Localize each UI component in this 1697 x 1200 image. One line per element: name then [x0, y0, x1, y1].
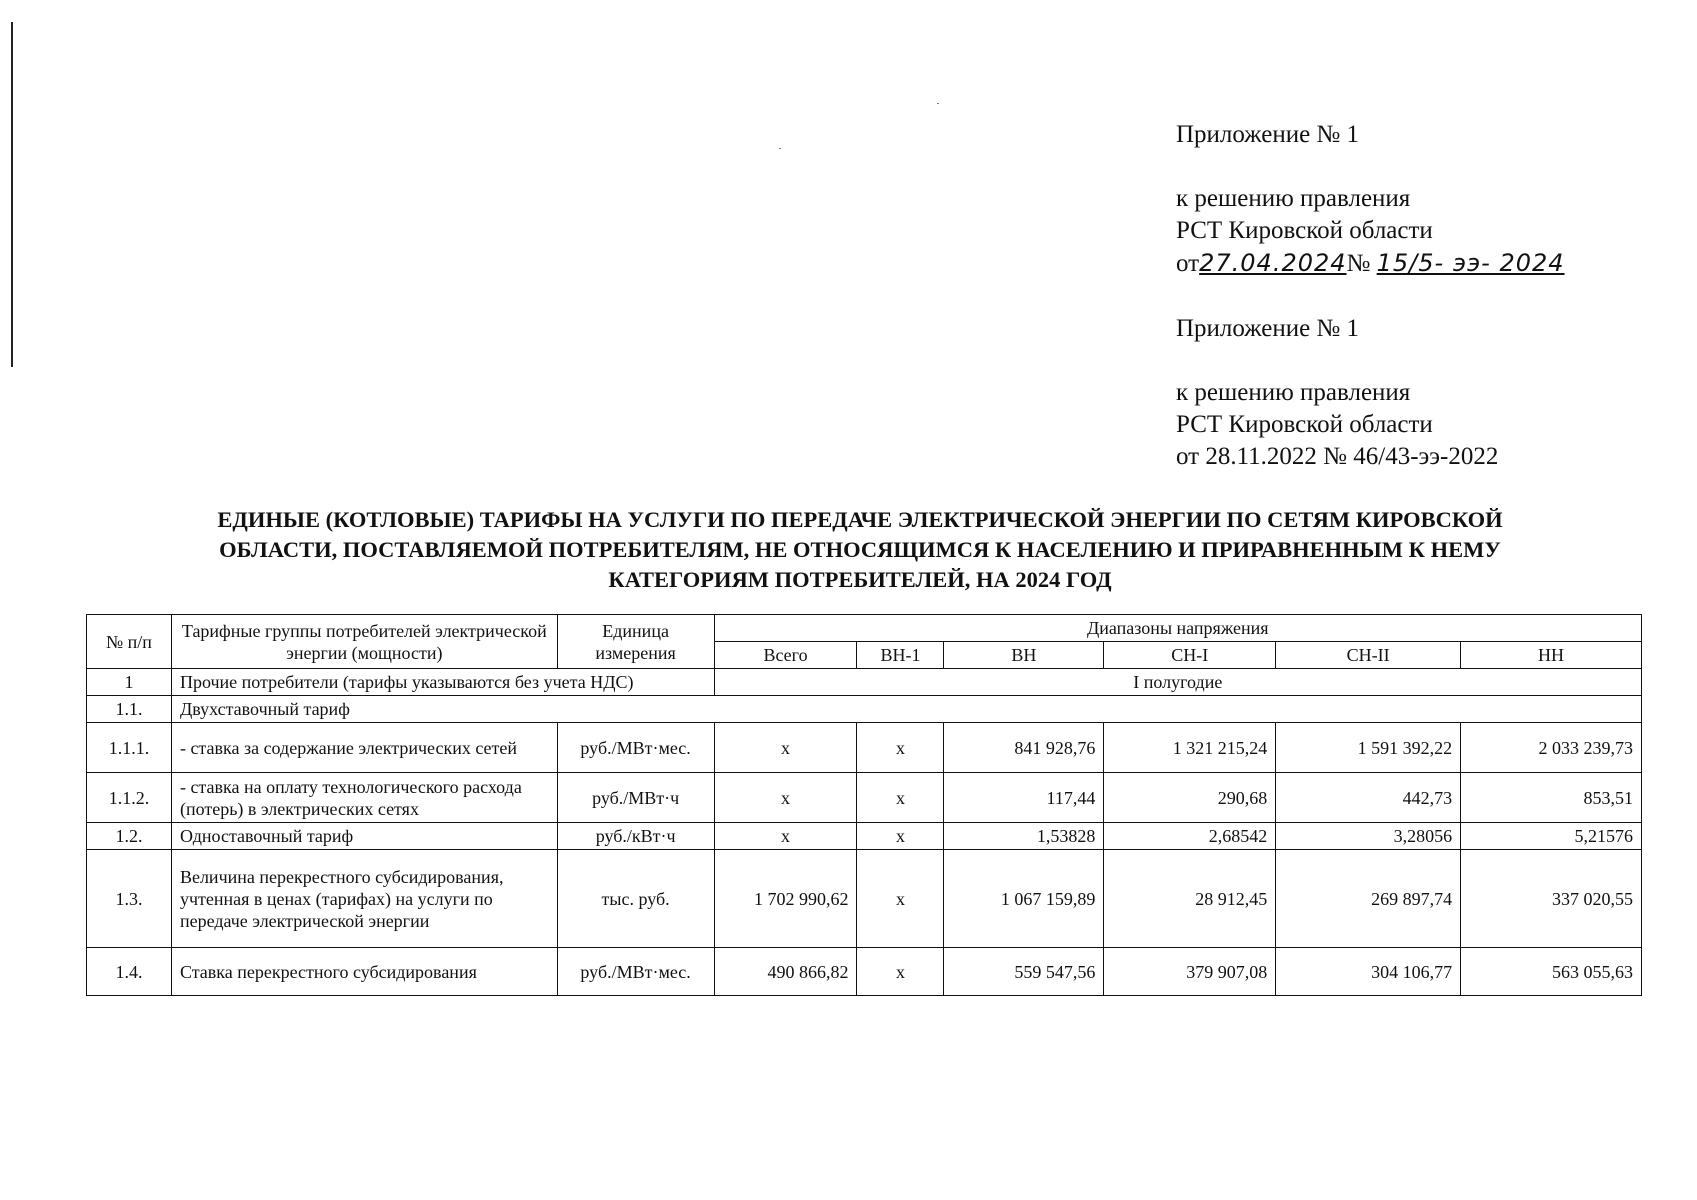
row-sn2: 304 106,77 [1276, 948, 1461, 996]
row-nn: 2 033 239,73 [1461, 723, 1642, 773]
row-total: 490 866,82 [714, 948, 857, 996]
subsection-row [87, 696, 1642, 723]
row-vn1: х [857, 773, 944, 823]
annex-current-from: от [1176, 250, 1200, 277]
row-no: 1.4. [87, 948, 172, 996]
scan-edge-line [11, 22, 13, 367]
row-label: Ставка перекрестного субсидирования [171, 948, 557, 996]
row-total: 1 702 990,62 [714, 850, 857, 948]
header-vn: ВН [944, 642, 1104, 669]
row-vn: 1 067 159,89 [944, 850, 1104, 948]
annex-current-number: 15/5- ээ- 2024 [1376, 249, 1565, 277]
header-sn2: СН-II [1276, 642, 1461, 669]
row-total: х [714, 773, 857, 823]
row-unit: руб./МВт·мес. [557, 723, 714, 773]
row-sn1: 290,68 [1104, 773, 1276, 823]
row-vn1: х [857, 948, 944, 996]
annex-original-title: Приложение № 1 [1176, 315, 1360, 342]
row-label: Величина перекрестного субсидирования, учтенная в ценах (тарифах) на услуги по передаче электрической энергии [171, 850, 557, 948]
row-label: Одноставочный тариф [171, 823, 557, 850]
row-unit: тыс. руб. [557, 850, 714, 948]
row-vn1: х [857, 823, 944, 850]
header-nn: НН [1461, 642, 1642, 669]
annex-current-title: Приложение № 1 [1176, 121, 1360, 148]
header-total: Всего [714, 642, 857, 669]
row-unit: руб./МВт·мес. [557, 948, 714, 996]
row-sn2: 442,73 [1276, 773, 1461, 823]
header-unit: Единица измерения [557, 615, 714, 669]
tariff-table [86, 614, 1642, 996]
header-group: Тарифные группы потребителей электрической энергии (мощности) [171, 615, 557, 669]
table-row [87, 850, 1642, 948]
subsection-no: 1.1. [87, 696, 172, 723]
annex-original-block [1176, 313, 1498, 473]
header-voltage-ranges: Диапазоны напряжения [714, 615, 1641, 642]
section-row [87, 669, 1642, 696]
row-sn2: 3,28056 [1276, 823, 1461, 850]
row-no: 1.1.1. [87, 723, 172, 773]
annex-current-authority: РСТ Кировской области [1176, 217, 1433, 244]
annex-current-date: 27.04.2024 [1199, 249, 1347, 277]
document-title-line-2: ОБЛАСТИ, ПОСТАВЛЯЕМОЙ ПОТРЕБИТЕЛЯМ, НЕ ОТНОСЯЩИМСЯ К НАСЕЛЕНИЮ И ПРИРАВНЕННЫМ К НЕМУ [219, 537, 1501, 562]
row-no: 1.2. [87, 823, 172, 850]
row-vn1: х [857, 850, 944, 948]
scan-speck [779, 148, 781, 149]
header-sn1: СН-I [1104, 642, 1276, 669]
document-title-line-3: КАТЕГОРИЯМ ПОТРЕБИТЕЛЕЙ, НА 2024 ГОД [608, 567, 1112, 592]
annex-original-date-line: от 28.11.2022 № 46/43-ээ-2022 [1176, 443, 1499, 470]
row-vn1: х [857, 723, 944, 773]
header-vn1: ВН-1 [857, 642, 944, 669]
row-label: - ставка на оплату технологического расхода (потерь) в электрических сетях [171, 773, 557, 823]
section-no: 1 [87, 669, 172, 696]
annex-original-decision: к решению правления [1176, 379, 1411, 406]
row-sn2: 1 591 392,22 [1276, 723, 1461, 773]
row-no: 1.1.2. [87, 773, 172, 823]
row-vn: 1,53828 [944, 823, 1104, 850]
table-row [87, 823, 1642, 850]
document-title-line-1: ЕДИНЫЕ (КОТЛОВЫЕ) ТАРИФЫ НА УСЛУГИ ПО ПЕРЕДАЧЕ ЭЛЕКТРИЧЕСКОЙ ЭНЕРГИИ ПО СЕТЯМ КИРОВСКОЙ [217, 507, 1503, 532]
row-unit: руб./МВт·ч [557, 773, 714, 823]
row-sn1: 379 907,08 [1104, 948, 1276, 996]
row-unit: руб./кВт·ч [557, 823, 714, 850]
table-row [87, 773, 1642, 823]
annex-current-block [1176, 119, 1565, 280]
row-sn2: 269 897,74 [1276, 850, 1461, 948]
row-total: х [714, 723, 857, 773]
row-vn: 841 928,76 [944, 723, 1104, 773]
row-nn: 853,51 [1461, 773, 1642, 823]
annex-current-date-line [1176, 247, 1565, 280]
row-total: х [714, 823, 857, 850]
row-nn: 5,21576 [1461, 823, 1642, 850]
header-row-1 [87, 615, 1642, 642]
scan-speck [937, 103, 939, 104]
subsection-label: Двухставочный тариф [171, 696, 1641, 723]
table-row [87, 723, 1642, 773]
annex-current-number-sign: № [1346, 250, 1371, 277]
table-row [87, 948, 1642, 996]
document-title [80, 505, 1640, 595]
section-period: I полугодие [714, 669, 1641, 696]
header-no: № п/п [87, 615, 172, 669]
row-label: - ставка за содержание электрических сетей [171, 723, 557, 773]
section-label: Прочие потребители (тарифы указываются без учета НДС) [171, 669, 714, 696]
row-nn: 337 020,55 [1461, 850, 1642, 948]
row-vn: 559 547,56 [944, 948, 1104, 996]
row-vn: 117,44 [944, 773, 1104, 823]
annex-current-decision: к решению правления [1176, 185, 1411, 212]
row-no: 1.3. [87, 850, 172, 948]
annex-original-authority: РСТ Кировской области [1176, 411, 1433, 438]
row-nn: 563 055,63 [1461, 948, 1642, 996]
row-sn1: 1 321 215,24 [1104, 723, 1276, 773]
row-sn1: 2,68542 [1104, 823, 1276, 850]
row-sn1: 28 912,45 [1104, 850, 1276, 948]
